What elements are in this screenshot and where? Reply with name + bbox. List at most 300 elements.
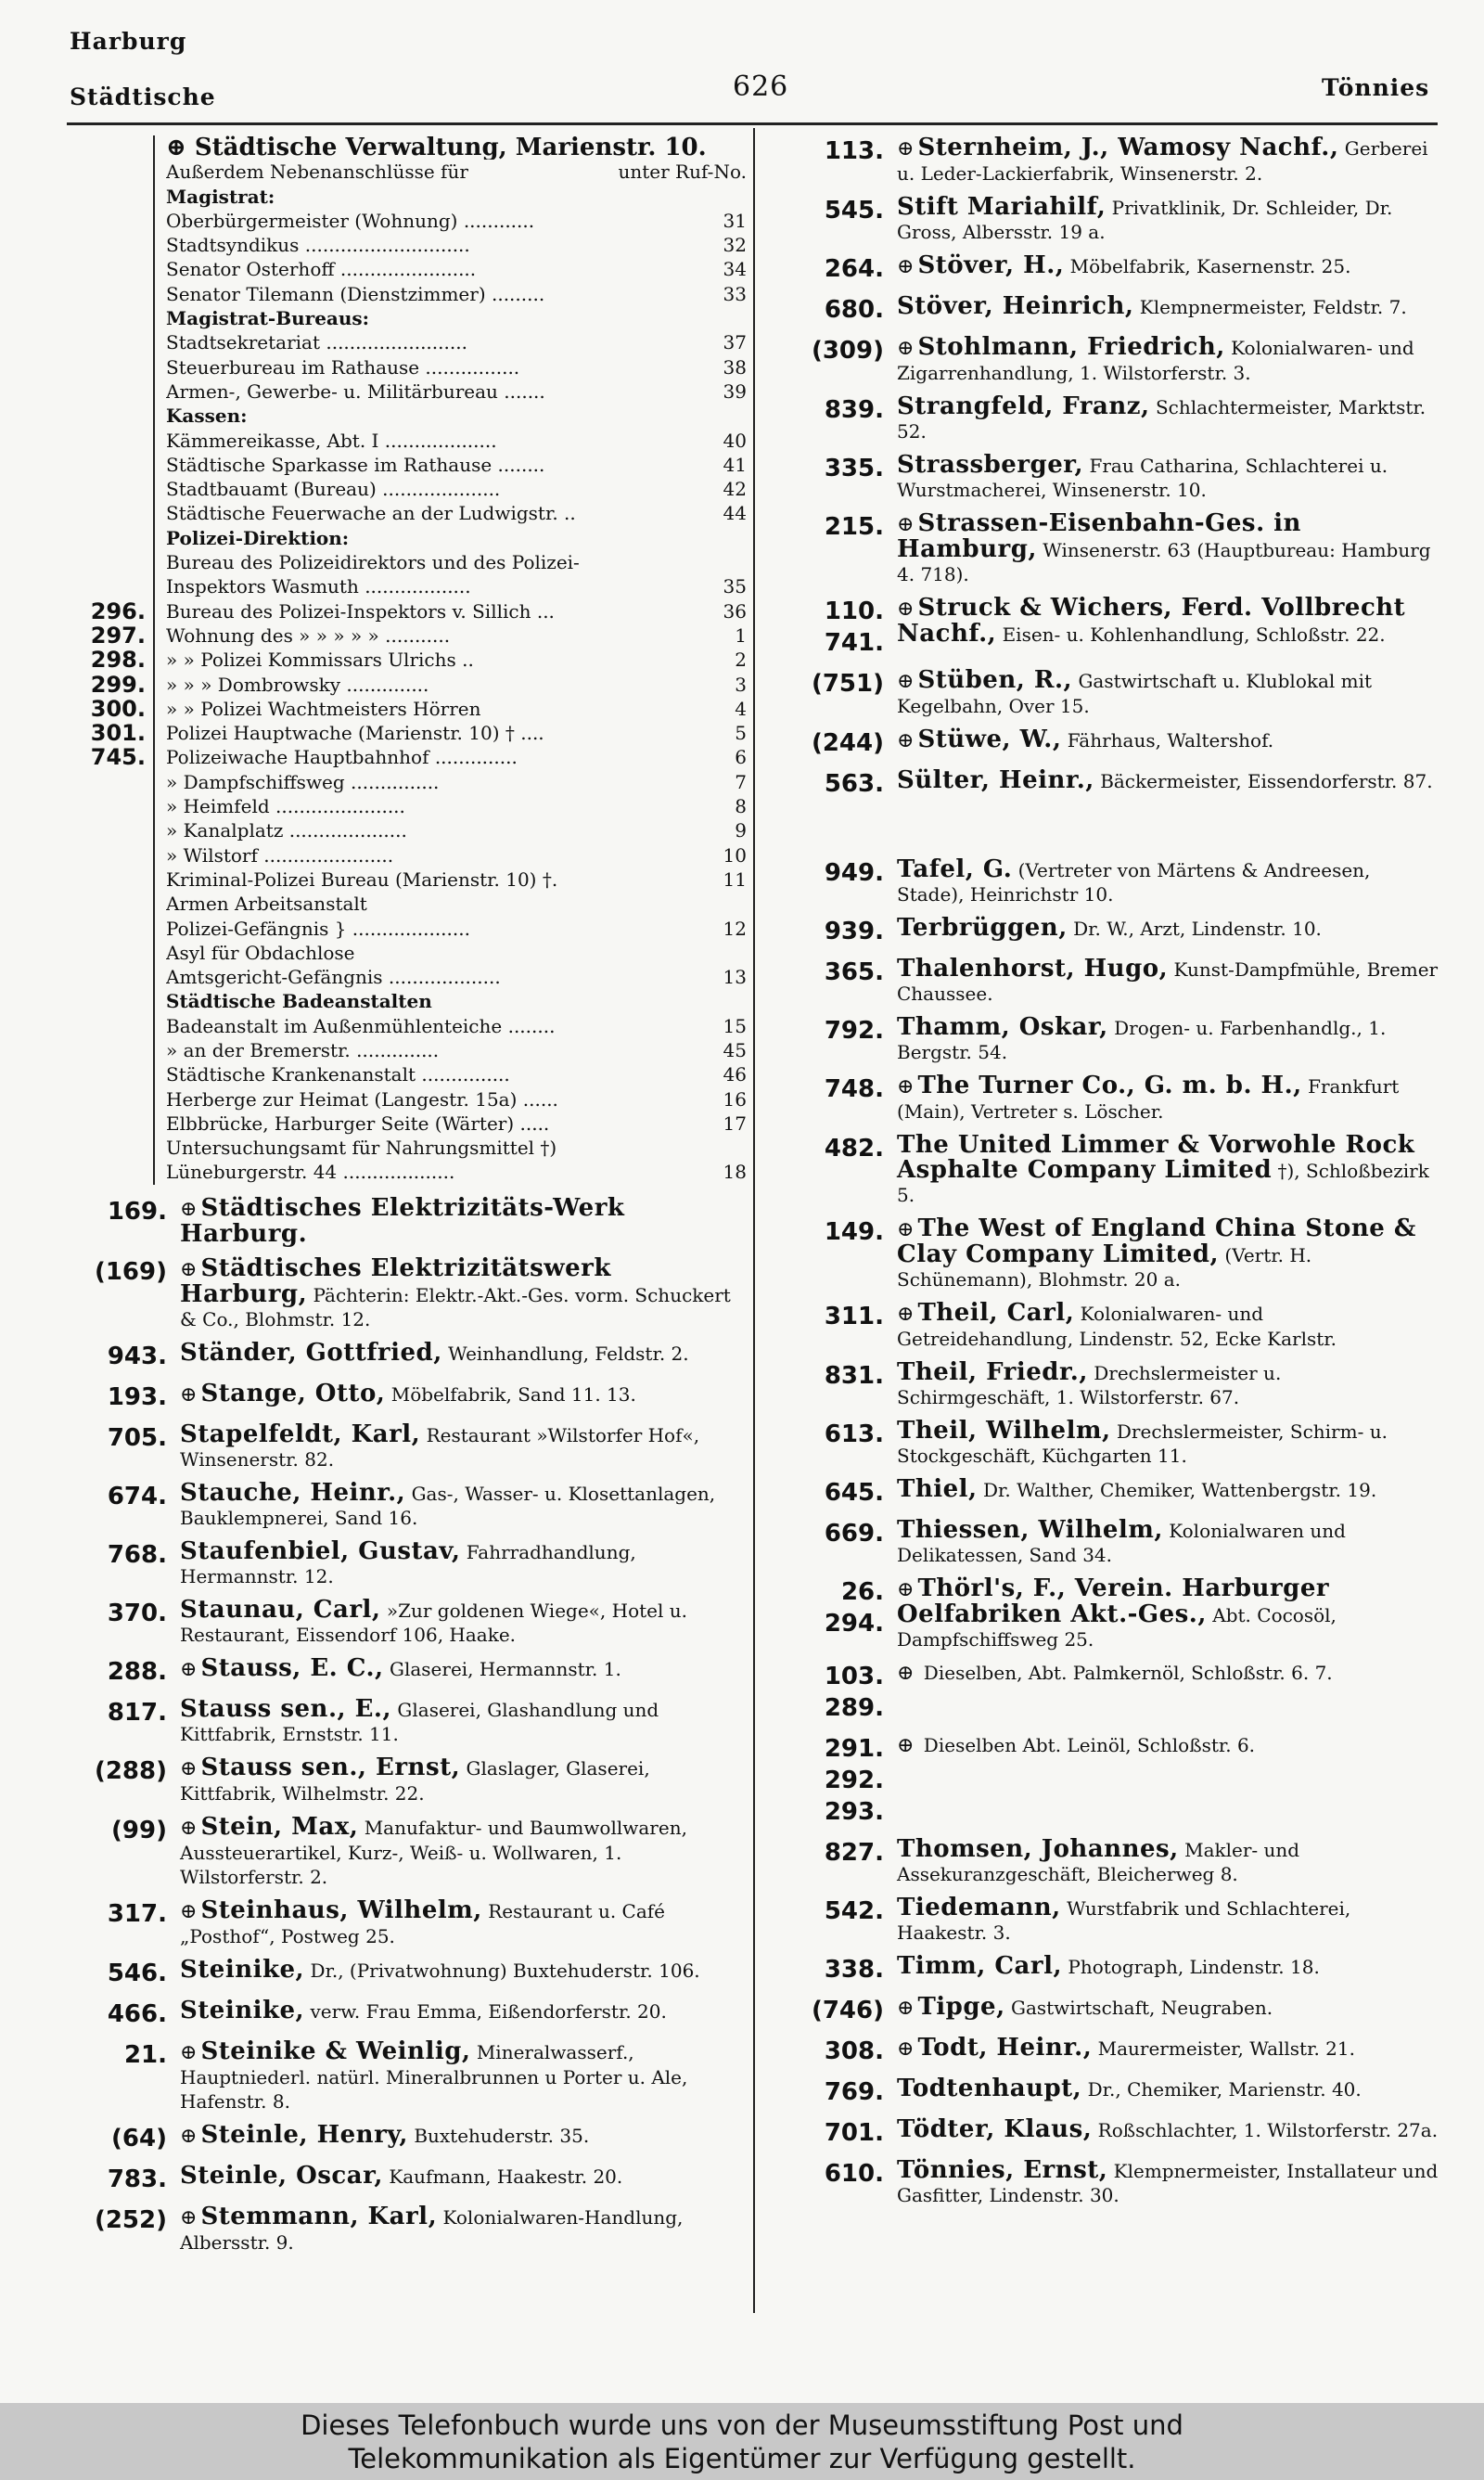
admin-line-extension: 12	[723, 917, 747, 940]
right-entries	[787, 135, 1440, 2207]
entry-details: Glaserei, Glashandlung und Kittfabrik, Ernststr. 11.	[180, 1698, 659, 1745]
admin-line-text: Städtische Feuerwache an der Ludwigstr. ..	[166, 502, 576, 525]
phone-number: 215.	[824, 513, 884, 541]
entry-details: Möbelfabrik, Kasernenstr. 25.	[1069, 255, 1351, 277]
long-distance-icon: ⊕	[180, 1756, 198, 1780]
entry-details: Kaufmann, Haakestr. 20.	[389, 2165, 623, 2188]
admin-number	[70, 257, 153, 281]
phone-number: 311.	[824, 1303, 884, 1330]
admin-line-text: Stadtsyndikus ............................	[166, 234, 470, 257]
admin-line-text: Steuerbureau im Rathause ................	[166, 355, 520, 379]
directory-entry	[787, 1360, 1440, 1409]
phone-number: 264.	[824, 255, 884, 283]
entry-name: Städtisches Elektrizitäts-Werk Harburg.	[180, 1193, 625, 1248]
entry-name: Thörl's, F., Verein. Harburger Oelfabriken Akt.-Ges.,	[897, 1574, 1330, 1628]
entry-details: Klempnermeister, Installateur und Gasfitter, Lindenstr. 30.	[897, 2160, 1439, 2206]
phone-number: 839.	[824, 396, 884, 424]
directory-entry	[787, 2076, 1440, 2108]
entry-name: Theil, Carl,	[917, 1299, 1075, 1327]
long-distance-icon: ⊕	[897, 1303, 915, 1326]
directory-entry	[787, 857, 1440, 906]
entry-body	[897, 857, 1440, 906]
directory-entry	[70, 1595, 747, 1647]
entry-name: Thamm, Oskar,	[897, 1013, 1108, 1041]
entry-name: Stange, Otto,	[200, 1379, 386, 1407]
entry-details: Drechslermeister u. Schirmgeschäft, 1. Wilstorferstr. 67.	[897, 1362, 1282, 1408]
admin-line-extension: 16	[723, 1087, 747, 1111]
directory-entry	[787, 727, 1440, 759]
entry-body	[897, 511, 1440, 586]
admin-heading: Polizei-Direktion:	[166, 526, 350, 549]
entry-details: Bäckermeister, Eissendorferstr. 87.	[1100, 770, 1433, 792]
admin-number	[70, 209, 153, 233]
admin-line-text: Armen Arbeitsanstalt	[166, 893, 367, 916]
admin-number	[70, 160, 153, 184]
entry-name: The West of England China Stone & Clay Company Limited,	[897, 1214, 1416, 1268]
phone-number: 466.	[107, 1999, 167, 2028]
admin-line	[166, 135, 747, 160]
long-distance-icon: ⊕	[180, 1899, 198, 1923]
admin-line-text: » » » Dombrowsky ..............	[166, 673, 429, 696]
entry-details: Dr. Walther, Chemiker, Wattenbergstr. 19.	[982, 1479, 1377, 1501]
long-distance-icon: ⊕	[897, 1734, 915, 1757]
long-distance-icon: ⊕	[897, 1218, 915, 1241]
directory-entry	[787, 1895, 1440, 1945]
admin-line	[166, 209, 747, 233]
admin-line-text: Asyl für Obdachlose	[166, 941, 355, 964]
admin-line-text: Elbbrücke, Harburger Seite (Wärter) .....	[166, 1112, 550, 1135]
long-distance-icon: ⊕	[897, 513, 915, 536]
entry-body	[180, 1595, 747, 1647]
phone-number: 939.	[824, 918, 884, 945]
admin-number	[70, 404, 153, 428]
admin-number	[70, 550, 153, 574]
entry-body	[897, 1576, 1440, 1651]
entry-body	[897, 1895, 1440, 1945]
entry-body	[180, 1755, 747, 1805]
admin-line-text: Stadtbauamt (Bureau) ....................	[166, 478, 501, 501]
admin-line-extension: 5	[735, 722, 747, 745]
phone-number: 701.	[824, 2119, 884, 2147]
admin-line	[166, 794, 747, 818]
phone-number: 169.	[107, 1197, 167, 1226]
admin-line	[166, 429, 747, 453]
admin-number	[70, 477, 153, 501]
admin-line-extension: 17	[723, 1112, 747, 1135]
entry-body	[897, 1518, 1440, 1567]
long-distance-icon: ⊕	[180, 1382, 198, 1407]
phone-number: 21.	[123, 2040, 167, 2069]
entry-body	[180, 1253, 747, 1331]
entry-body	[897, 596, 1440, 659]
admin-line	[166, 355, 747, 379]
phone-number: 645.	[824, 1479, 884, 1507]
admin-line	[166, 623, 747, 648]
entry-name: Timm, Carl,	[897, 1952, 1063, 1980]
admin-line-text: Außerdem Nebenanschlüsse für	[166, 161, 468, 184]
entry-body	[897, 1360, 1440, 1409]
entry-name: Tönnies, Ernst,	[897, 2156, 1108, 2184]
entry-body	[180, 1998, 747, 2030]
admin-line-text: Badeanstalt im Außenmühlenteiche ........	[166, 1014, 556, 1037]
directory-entry	[70, 1895, 747, 1948]
phone-number: 546.	[107, 1959, 167, 1987]
long-distance-icon: ⊕	[180, 1197, 198, 1221]
admin-line	[166, 1062, 747, 1086]
admin-line-text: Armen-, Gewerbe- u. Militärbureau .......	[166, 379, 545, 403]
directory-entry	[787, 253, 1440, 285]
admin-number	[70, 330, 153, 354]
directory-entry	[70, 1478, 747, 1530]
admin-line	[166, 1014, 747, 1038]
entry-details: Kolonialwaren und Delikatessen, Sand 34.	[897, 1520, 1346, 1566]
entry-body	[180, 1653, 747, 1688]
entry-details: (Vertr. H. Schünemann), Blohmstr. 20 a.	[897, 1244, 1312, 1291]
entry-name: Terbrüggen,	[897, 914, 1068, 942]
phone-number: 792.	[824, 1017, 884, 1045]
directory-entry	[70, 1653, 747, 1688]
entry-details: Winsenerstr. 63 (Hauptbureau: Hamburg 4. 718).	[897, 539, 1431, 585]
footer-line-1: Dieses Telefonbuch wurde uns von der Museumsstiftung Post und	[301, 2409, 1183, 2441]
directory-entry	[70, 1812, 747, 1889]
entry-name: Staufenbiel, Gustav,	[180, 1536, 461, 1565]
admin-line	[166, 599, 747, 623]
entry-details: Restaurant u. Café „Posthof“, Postweg 25.	[180, 1899, 666, 1947]
phone-number: 669.	[824, 1520, 884, 1548]
entry-details: Schlachtermeister, Marktstr. 52.	[897, 396, 1426, 443]
long-distance-icon: ⊕	[180, 1257, 198, 1281]
entry-name: Strassen-Eisenbahn-Ges. in Hamburg,	[897, 509, 1301, 563]
admin-line-text: Inspektors Wasmuth ..................	[166, 575, 471, 598]
admin-line	[166, 1112, 747, 1136]
phone-number: 335.	[824, 455, 884, 482]
phone-number: 943.	[107, 1342, 167, 1370]
admin-line	[166, 379, 747, 404]
entry-name: Strassberger,	[897, 451, 1084, 479]
phone-number: 613.	[824, 1420, 884, 1448]
entry-name: Sternheim, J., Wamosy Nachf.,	[917, 134, 1339, 161]
entry-details: Privatklinik, Dr. Schleider, Dr. Gross, Albersstr. 19 a.	[897, 197, 1393, 243]
entry-body	[897, 1073, 1440, 1124]
admin-line	[166, 1038, 747, 1062]
directory-entry	[787, 335, 1440, 385]
admin-line-extension: 9	[735, 819, 747, 842]
long-distance-icon: ⊕	[897, 1075, 915, 1099]
entry-body	[897, 768, 1440, 800]
entry-details: Glaslager, Glaserei, Kittfabrik, Wilhelmstr. 22.	[180, 1756, 650, 1805]
long-distance-icon: ⊕	[897, 1997, 915, 2020]
entry-body	[897, 294, 1440, 326]
phone-number: (746)	[811, 1997, 884, 2024]
admin-line-text: Polizeiwache Hauptbahnhof ..............	[166, 746, 518, 769]
entry-details: »Zur goldenen Wiege«, Hotel u. Restaurant, Eissendorf 106, Haake.	[180, 1599, 687, 1646]
admin-number	[70, 135, 153, 160]
entry-body	[897, 2036, 1440, 2067]
phone-number: (99)	[111, 1816, 167, 1844]
entry-name: Stöver, H.,	[917, 251, 1065, 279]
entry-body	[897, 1733, 1440, 1828]
entry-details: Dr., Chemiker, Marienstr. 40.	[1087, 2078, 1362, 2101]
phone-number: 545.	[824, 197, 884, 225]
directory-entry	[787, 1954, 1440, 1985]
admin-line	[166, 721, 747, 745]
phone-number: 365.	[824, 958, 884, 986]
long-distance-icon: ⊕	[180, 1657, 198, 1681]
directory-entry	[787, 596, 1440, 659]
entry-name: Ständer, Gottfried,	[180, 1338, 442, 1367]
entry-body	[180, 1381, 747, 1413]
entry-name: Steinike & Weinlig,	[200, 2037, 471, 2065]
directory-entry	[787, 453, 1440, 502]
directory-entry	[787, 1518, 1440, 1567]
directory-entry	[70, 2120, 747, 2154]
header-section: Städtische	[70, 84, 216, 110]
admin-line	[166, 550, 747, 574]
admin-line-extension: 1	[735, 623, 747, 647]
directory-entry	[787, 1073, 1440, 1124]
phone-number: 783.	[107, 2165, 167, 2193]
admin-line-extension: 11	[723, 867, 747, 891]
admin-line-text: Oberbürgermeister (Wohnung) ............	[166, 209, 535, 232]
admin-number	[70, 355, 153, 379]
admin-line-text: Untersuchungsamt für Nahrungsmittel †)	[166, 1137, 557, 1160]
phone-number: 308.	[824, 2037, 884, 2065]
directory-entry	[787, 2117, 1440, 2149]
entry-body	[897, 1477, 1440, 1509]
entry-body	[180, 1193, 747, 1248]
page-number: 626	[733, 71, 789, 103]
phone-number: (64)	[111, 2124, 167, 2152]
admin-line-text: Amtsgericht-Gefängnis ...................	[166, 966, 501, 989]
admin-line-extension	[741, 550, 747, 574]
phone-number: (169)	[94, 1257, 167, 1286]
admin-line-extension: 35	[723, 575, 747, 598]
admin-line-extension	[741, 135, 747, 160]
admin-numbers	[70, 135, 153, 1185]
directory-entry	[70, 2204, 747, 2255]
admin-line	[166, 867, 747, 892]
left-column	[70, 135, 747, 2264]
entry-details: Gastwirtschaft, Neugraben.	[1010, 1997, 1273, 2019]
directory-entry	[787, 1419, 1440, 1468]
entry-details: Restaurant »Wilstorfer Hof«, Winsenerstr. 82.	[180, 1423, 700, 1471]
directory-entry	[70, 1955, 747, 1989]
phone-number: 748.	[824, 1075, 884, 1103]
admin-line	[166, 941, 747, 965]
admin-line-text: Polizei Hauptwache (Marienstr. 10) † ....	[166, 722, 544, 745]
entry-body	[180, 1694, 747, 1746]
entry-name: Tödter, Klaus,	[897, 2115, 1093, 2143]
phone-number: 291. 292. 293.	[824, 1735, 884, 1826]
entry-details: Fahrradhandlung, Hermannstr. 12.	[180, 1540, 636, 1587]
long-distance-icon: ⊕	[897, 729, 915, 752]
entry-name: Strangfeld, Franz,	[897, 392, 1150, 420]
admin-number	[70, 282, 153, 306]
directory-entry	[70, 1998, 747, 2030]
directory-entry	[70, 1694, 747, 1746]
entry-details: Glaserei, Hermannstr. 1.	[389, 1657, 621, 1680]
entry-body	[897, 2117, 1440, 2149]
admin-line-extension: 45	[723, 1038, 747, 1061]
entry-name: Theil, Wilhelm,	[897, 1417, 1111, 1445]
entry-body	[897, 1133, 1440, 1207]
admin-number: 745.	[90, 744, 146, 771]
admin-line-extension: 15	[723, 1014, 747, 1037]
entry-name: Stauss sen., E.,	[180, 1694, 392, 1723]
directory-entry	[787, 1661, 1440, 1724]
entry-body	[897, 1419, 1440, 1468]
admin-line	[166, 648, 747, 672]
entry-name: Steinike,	[180, 1996, 305, 2024]
admin-line-text: Städtische Krankenanstalt ...............	[166, 1063, 510, 1086]
entry-body	[180, 1536, 747, 1588]
entry-body	[180, 1338, 747, 1372]
admin-line	[166, 673, 747, 697]
admin-line-text: Wohnung des » » » » » ...........	[166, 623, 451, 647]
entry-details: Pächterin: Elektr.-Akt.-Ges. vorm. Schuckert & Co., Blohmstr. 12.	[180, 1283, 731, 1330]
header-rule	[67, 122, 1438, 125]
admin-line	[166, 917, 747, 941]
admin-line-text: » an der Bremerstr. ..............	[166, 1038, 440, 1061]
admin-number	[70, 526, 153, 550]
directory-entry	[787, 135, 1440, 186]
entry-details: Möbelfabrik, Sand 11. 13.	[390, 1382, 636, 1406]
admin-number	[70, 379, 153, 404]
phone-number: (309)	[811, 337, 884, 365]
admin-line	[166, 453, 747, 477]
directory-entry	[787, 768, 1440, 800]
entry-name: Thalenhorst, Hugo,	[897, 955, 1169, 983]
long-distance-icon: ⊕	[897, 137, 915, 161]
directory-entry	[70, 1536, 747, 1588]
entry-name: Todt, Heinr.,	[917, 2034, 1093, 2062]
entry-details: Gastwirtschaft u. Klublokal mit Kegelbahn, Over 15.	[897, 670, 1373, 717]
directory-entry	[70, 1338, 747, 1372]
admin-number: 296.	[90, 598, 146, 624]
left-entries	[70, 1193, 747, 2255]
admin-line	[166, 257, 747, 281]
admin-line	[166, 843, 747, 867]
admin-heading: Magistrat-Bureaus:	[166, 307, 370, 330]
directory-entry	[70, 1422, 747, 1471]
directory-entry	[787, 2158, 1440, 2207]
admin-line-text: » Heimfeld ......................	[166, 795, 405, 818]
admin-line	[166, 1160, 747, 1184]
entry-body	[897, 916, 1440, 947]
entry-body	[180, 1422, 747, 1471]
admin-line-extension: unter Ruf-No.	[618, 161, 747, 184]
entry-body	[897, 1216, 1440, 1291]
entry-details: Weinhandlung, Feldstr. 2.	[448, 1342, 689, 1365]
admin-line-text: Polizei-Gefängnis } ....................	[166, 917, 470, 940]
admin-number: 301.	[90, 720, 146, 747]
admin-line-extension: 13	[723, 966, 747, 989]
phone-number: 831.	[824, 1362, 884, 1390]
admin-line	[166, 160, 747, 184]
entry-name: Tafel, G.	[897, 855, 1013, 883]
directory-entry	[787, 1477, 1440, 1509]
phone-number: 769.	[824, 2078, 884, 2106]
column-divider	[753, 128, 755, 2313]
admin-line	[166, 574, 747, 598]
entry-details: Manufaktur- und Baumwollwaren, Aussteuerartikel, Kurz-, Weiß- u. Wollwaren, 1. Wilstorferstr. 2.	[180, 1816, 687, 1888]
admin-line-extension: 41	[723, 453, 747, 476]
phone-number: 113.	[824, 137, 884, 165]
long-distance-icon: ⊕	[897, 1662, 915, 1685]
entry-details: Buxtehuderstr. 35.	[414, 2124, 590, 2147]
directory-entry	[70, 1755, 747, 1805]
admin-line-extension	[741, 941, 747, 965]
entry-body	[897, 1995, 1440, 2026]
entry-body	[897, 1837, 1440, 1886]
entry-details: Roßschlachter, 1. Wilstorferstr. 27a.	[1097, 2119, 1439, 2141]
entry-details: Drechslermeister, Schirm- u. Stockgeschäft, Küchgarten 11.	[897, 1420, 1388, 1467]
entry-name: Stöver, Heinrich,	[897, 292, 1134, 320]
entry-details: Kolonialwaren- und Getreidehandlung, Lindenstr. 52, Ecke Karlstr.	[897, 1303, 1337, 1350]
admin-line	[166, 697, 747, 721]
directory-entry	[787, 1576, 1440, 1651]
admin-line-extension: 10	[723, 843, 747, 867]
directory-entry	[787, 1837, 1440, 1886]
admin-line-extension: 18	[723, 1161, 747, 1184]
admin-number: 300.	[90, 695, 146, 722]
entry-body	[180, 1812, 747, 1889]
entry-name: Struck & Wichers, Ferd. Vollbrecht Nachf.,	[897, 594, 1406, 648]
directory-entry	[787, 1733, 1440, 1828]
entry-body	[180, 2204, 747, 2255]
city-administration-block	[70, 135, 747, 1185]
entry-details: Klempnermeister, Feldstr. 7.	[1139, 296, 1407, 318]
entry-details: Frankfurt (Main), Vertreter s. Löscher.	[897, 1075, 1400, 1123]
admin-line	[166, 745, 747, 769]
directory-entry	[787, 1301, 1440, 1351]
directory-entry	[787, 511, 1440, 586]
admin-line-text: » Wilstorf ......................	[166, 843, 394, 867]
admin-line	[166, 330, 747, 354]
admin-number	[70, 306, 153, 330]
entry-body	[897, 1954, 1440, 1985]
entry-name: Stohlmann, Friedrich,	[917, 333, 1225, 361]
footer-line-2: Telekommunikation als Eigentümer zur Verfügung gestellt.	[348, 2443, 1136, 2474]
entry-name: Stauss sen., Ernst,	[200, 1753, 461, 1781]
phone-number: 542.	[824, 1897, 884, 1925]
entry-details: Dieselben, Abt. Palmkernöl, Schloßstr. 6. 7.	[923, 1662, 1333, 1684]
admin-line-extension	[741, 1136, 747, 1160]
phone-number: 949.	[824, 859, 884, 887]
directory-entry	[70, 1253, 747, 1331]
header-range: Tönnies	[1322, 74, 1430, 101]
entry-name: Staunau, Carl,	[180, 1595, 381, 1624]
phone-number: (244)	[811, 729, 884, 757]
entry-body	[897, 2076, 1440, 2108]
phone-number: 680.	[824, 296, 884, 324]
phone-number: 103. 289.	[824, 1663, 884, 1722]
admin-line-extension: 6	[735, 746, 747, 769]
entry-body	[897, 957, 1440, 1006]
phone-number: 563.	[824, 770, 884, 798]
admin-line-extension: 33	[723, 282, 747, 305]
entry-name: Thomsen, Johannes,	[897, 1835, 1179, 1863]
phone-number: 768.	[107, 1540, 167, 1569]
admin-number: 297.	[90, 622, 146, 649]
entry-details: Drogen- u. Farbenhandlg., 1. Bergstr. 54.	[897, 1017, 1387, 1063]
entry-name: Stein, Max,	[200, 1812, 359, 1841]
entry-name: Stemmann, Karl,	[200, 2202, 438, 2230]
entry-name: Steinhaus, Wilhelm,	[200, 1895, 482, 1924]
phone-number: 370.	[107, 1599, 167, 1627]
entry-name: Todtenhaupt,	[897, 2075, 1082, 2102]
long-distance-icon: ⊕	[180, 1816, 198, 1840]
